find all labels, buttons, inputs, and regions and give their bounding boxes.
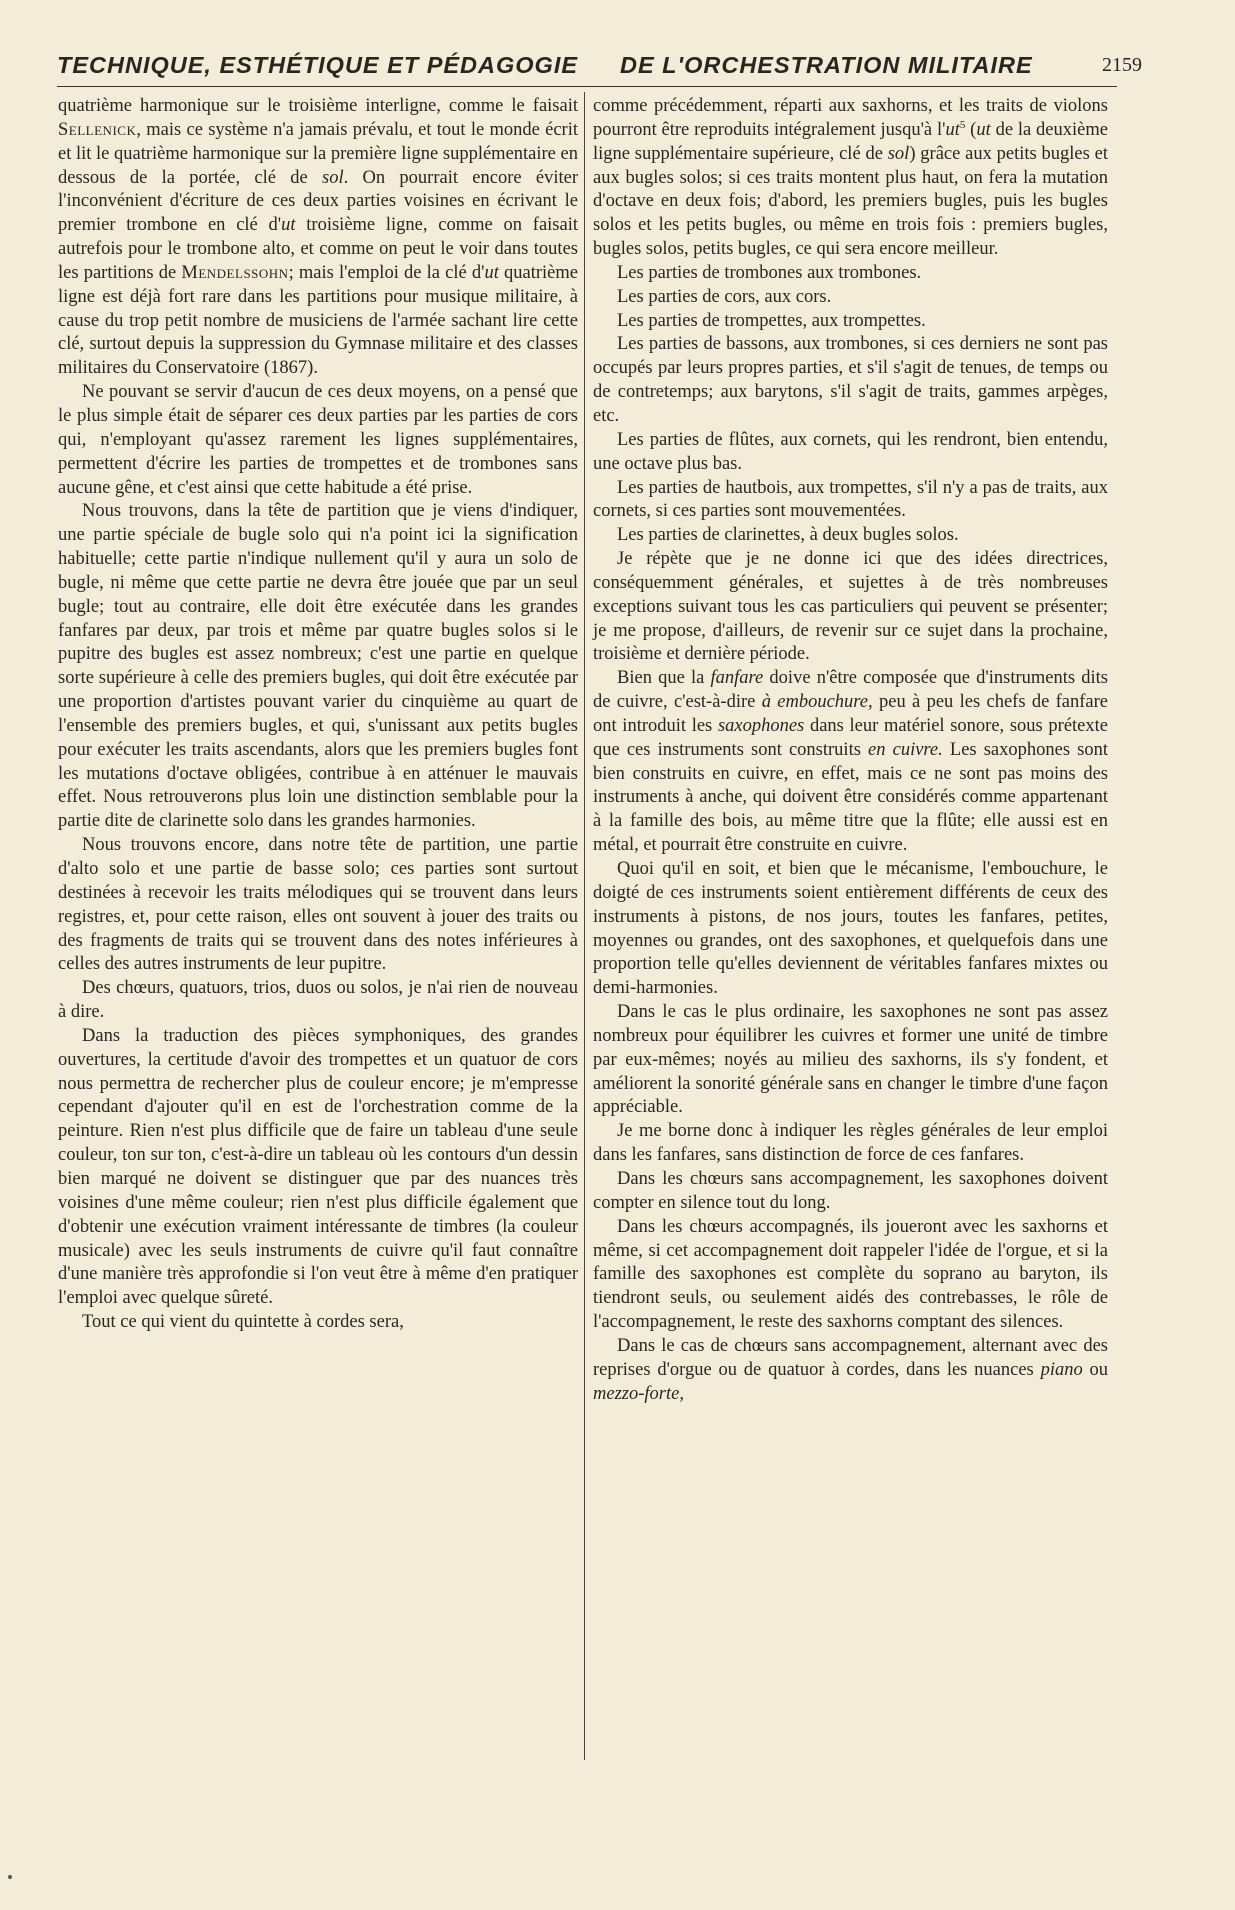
- paragraph-r4: [593, 310, 1108, 334]
- column-divider: [584, 92, 585, 1760]
- text-run: ut: [484, 262, 499, 283]
- paragraph-r12: [593, 1001, 1108, 1120]
- paragraph-r8: [593, 524, 1108, 548]
- paragraph-r5: [593, 333, 1108, 428]
- right-column: [593, 95, 1108, 1406]
- text-run: Sellenick: [58, 119, 137, 140]
- text-run: Bien que la: [617, 668, 711, 689]
- text-run: en cuivre.: [868, 739, 943, 760]
- text-run: Les parties de flûtes, aux cornets, qui les rendront, bien entendu, une octave plus bas.: [593, 429, 1108, 474]
- text-run: peu à peu les chefs de fanfare ont introduit les: [593, 692, 1108, 736]
- text-run: de la deuxième ligne supplémentaire supérieure, clé de: [593, 119, 1108, 164]
- left-column: [58, 95, 578, 1335]
- text-run: Les parties de bassons, aux trombones, si ces derniers ne sont pas occupés par leurs propres parties, et s'il s'agit de tenues, de temps ou de contretemps; aux barytons, s'il s'agit de traits, gammes arpèges, etc.: [593, 334, 1108, 426]
- text-run: ut: [945, 119, 960, 140]
- text-run: Dans la traduction des pièces symphoniques, des grandes ouvertures, la certitude d'avoir des trompettes et un quatuor de cors nous permettra de rechercher plus de couleur encore; je m'empresse cependant d'ajouter qu'il en est de l'orchestration comme de la peinture. Rien n'est plus difficile que de faire un tableau d'une seule couleur, ton sur ton, c'est-à-dire un tableau où les contours d'un dessin bien marqué ne doivent se distinguer que par des nuances très voisines d'une même couleur; rien n'est plus difficile également que d'obtenir une exécution vraiment intéressante de timbres (la couleur musicale) avec les seuls instruments de cuivre qu'il faut connaître d'une manière très approfondie si l'on veut être à même d'en pratiquer l'emploi avec quelque sûreté.: [58, 1025, 578, 1309]
- text-run: Dans le cas le plus ordinaire, les saxophones ne sont pas assez nombreux pour équilibrer les cuivres et former une unité de timbre par eux-mêmes; noyés au milieu des saxhorns, ils s'y fondent, et améliorent la sonorité générale sans en changer le timbre d'une façon appréciable.: [593, 1002, 1108, 1118]
- text-run: Mendelssohn: [181, 262, 289, 283]
- text-run: Nous trouvons encore, dans notre tête de partition, une partie d'alto solo et une partie de basse solo; ces parties sont surtout destinées à recevoir les traits mélodiques qui se trouvent dans leurs registres, et, pour cette raison, elles ont souvent à jouer des traits ou des fragments de traits qui se trouvent dans des notes inférieures à celles des autres instruments de leur pupitre.: [58, 835, 578, 975]
- text-run: Dans le cas de chœurs sans accompagnement, alternant avec des reprises d'orgue ou de quatuor à cordes, dans les nuances: [593, 1335, 1108, 1380]
- text-run: Les parties de hautbois, aux trompettes, s'il n'y a pas de traits, aux cornets, si ces parties sont mouvementées.: [593, 477, 1108, 522]
- paragraph-r15: [593, 1216, 1108, 1335]
- text-run: Les parties de cors, aux cors.: [617, 286, 832, 307]
- text-run: Les parties de trompettes, aux trompettes.: [617, 310, 926, 331]
- paragraph-l2: [58, 381, 578, 500]
- text-run: ou: [1082, 1359, 1109, 1380]
- paragraph-l1: [58, 95, 578, 381]
- text-run: (: [965, 119, 977, 140]
- text-run: mezzo-forte,: [593, 1383, 684, 1404]
- text-run: Je me borne donc à indiquer les règles générales de leur emploi dans les fanfares, sans distinction de force de ces fanfares.: [593, 1121, 1108, 1166]
- paragraph-l4: [58, 834, 578, 977]
- text-run: piano: [1040, 1359, 1083, 1380]
- paragraph-l6: [58, 1025, 578, 1311]
- text-run: saxophones: [717, 715, 805, 736]
- text-run: ut: [281, 215, 296, 236]
- text-run: doive n'être composée que d'instruments dits de cuivre, c'est-à-dire: [593, 668, 1108, 713]
- text-run: Des chœurs, quatuors, trios, duos ou solos, je n'ai rien de nouveau à dire.: [58, 978, 578, 1023]
- text-run: sol: [887, 143, 910, 164]
- text-run: quatrième harmonique sur le troisième interligne, comme le faisait: [58, 96, 578, 116]
- paragraph-r11: [593, 858, 1108, 1001]
- paragraph-r9: [593, 548, 1108, 667]
- text-run: ut: [976, 119, 991, 140]
- text-run: , mais ce système n'a jamais prévalu, et tout le monde écrit et lit le quatrième harmonique sur la première ligne supplémentaire en dessous de la portée, clé de: [58, 119, 578, 188]
- text-run: Dans les chœurs accompagnés, ils joueront avec les saxhorns et même, si cet accompagnement doit rappeler l'idée de l'orgue, et si la famille des saxophones est complète du soprano au baryton, ils tiendront seuls, ou seulement aidés des contrebasses, le rôle de l'accompagnement, le reste des saxhorns comptant des silences.: [593, 1216, 1108, 1333]
- text-run: comme précédemment, réparti aux saxhorns, et les traits de violons pourront être reproduits intégralement jusqu'à l': [593, 96, 1108, 140]
- paragraph-r6: [593, 429, 1108, 477]
- paragraph-r1: [593, 95, 1108, 262]
- text-run: fanfare: [710, 668, 764, 689]
- text-run: troisième ligne, comme on faisait autrefois pour le trombone alto, et comme on peut le voir dans toutes les partitions de: [58, 215, 578, 283]
- paragraph-r14: [593, 1168, 1108, 1216]
- text-run: quatrième ligne est déjà fort rare dans les partitions pour musique militaire, à cause du trop petit nombre de musiciens de l'armée sachant lire cette clé, surtout depuis la suppression du Gymnase militaire et des classes militaires du Conservatoire (1867).: [58, 262, 578, 379]
- header-right-title: DE L'ORCHESTRATION MILITAIRE: [620, 52, 1033, 78]
- page-number: 2159: [1102, 54, 1142, 76]
- paragraph-r16: [593, 1335, 1108, 1407]
- text-run: Ne pouvant se servir d'aucun de ces deux moyens, on a pensé que le plus simple était de séparer ces deux parties par les parties de cors qui, n'employant qu'assez rarement les lignes supplémentaires, permettent d'écrire les parties de trompettes et de trombones sans aucune gêne, et c'est ainsi que cette habitude a été prise.: [58, 382, 578, 498]
- paragraph-r2: [593, 262, 1108, 286]
- paragraph-r7: [593, 477, 1108, 525]
- text-run: . On pourrait encore éviter l'inconvénient d'écriture de ces deux parties voisines en écrivant le premier trombone en clé d': [58, 167, 578, 236]
- text-run: Les parties de clarinettes, à deux bugles solos.: [617, 525, 959, 546]
- header-rule: [57, 86, 1117, 87]
- margin-dot: [8, 1875, 12, 1879]
- paragraph-l7: [58, 1311, 578, 1335]
- paragraph-r3: [593, 286, 1108, 310]
- paragraph-r13: [593, 1120, 1108, 1168]
- text-run: Les parties de trombones aux trombones.: [617, 262, 922, 283]
- text-run: Les saxophones sont bien construits en cuivre, en effet, mais ce ne sont pas moins des instruments à anche, qui doivent être considérés comme appartenant à la famille des bois, au même titre que la flûte; elle aussi est en métal, et pourrait être construite en cuivre.: [593, 739, 1109, 856]
- text-run: Dans les chœurs sans accompagnement, les saxophones doivent compter en silence tout du long.: [593, 1168, 1108, 1213]
- text-run: Nous trouvons, dans la tête de partition que je viens d'indiquer, une partie spéciale de bugle solo qui n'a point ici la signification habituelle; cette partie n'indique nullement qu'il y aura un solo de bugle, ni même que cette partie ne devra être jouée que par un seul bugle; tout au contraire, elle doit être exécutée dans les grandes fanfares par deux, par trois et même par quatre bugles solos si le pupitre des bugles est assez nombreux; c'est une partie en quelque sorte supérieure à celle des premiers bugles, qui doit être exécutée par une proportion d'artistes pouvant varier du cinquième au quart de l'ensemble des premiers bugles, et qui, s'unissant aux petits bugles pour exécuter les traits ascendants, alors que les premiers bugles font les mutations d'octave obligées, contribue à en atténuer le mauvais effet. Nous retrouverons plus loin une distinction semblable pour la partie dite de clarinette solo dans les grandes harmonies.: [58, 501, 578, 832]
- text-run: ; mais l'emploi de la clé d': [288, 262, 485, 283]
- paragraph-l3: [58, 500, 578, 834]
- text-run: Je répète que je ne donne ici que des idées directrices, conséquemment générales, et sujettes à de très nombreuses exceptions suivant tous les cas particuliers qui peuvent se présenter; je me propose, d'ailleurs, de revenir sur ce sujet dans la prochaine, troisième et dernière période.: [593, 549, 1108, 665]
- paragraph-r10: [593, 667, 1108, 858]
- header-left-title: TECHNIQUE, ESTHÉTIQUE ET PÉDAGOGIE: [57, 52, 579, 78]
- text-run: Quoi qu'il en soit, et bien que le mécanisme, l'embouchure, le doigté de ces instruments soient entièrement différents de ceux des instruments à pistons, de nos jours, toutes les fanfares, petites, moyennes ou grandes, ont des saxophones, et quelquefois dans une proportion telle qu'elles deviennent de véritables fanfares mixtes ou demi-harmonies.: [593, 859, 1108, 999]
- text-run: 5: [959, 118, 966, 131]
- text-run: à embouchure,: [761, 692, 873, 713]
- text-run: Tout ce qui vient du quintette à cordes sera,: [82, 1312, 404, 1333]
- text-run: dans leur matériel sonore, sous prétexte que ces instruments sont construits: [593, 715, 1108, 760]
- text-run: ) grâce aux petits bugles et aux bugles solos; si ces traits montent plus haut, on fera la mutation d'octave en deux fois; d'abord, les premiers bugles, puis les bugles solos et les petits bugles, ou même en trois fois : premiers bugles, bugles solos, petits bugles, ce qui sera encore meilleur.: [593, 143, 1108, 260]
- text-run: sol: [322, 167, 344, 188]
- paragraph-l5: [58, 977, 578, 1025]
